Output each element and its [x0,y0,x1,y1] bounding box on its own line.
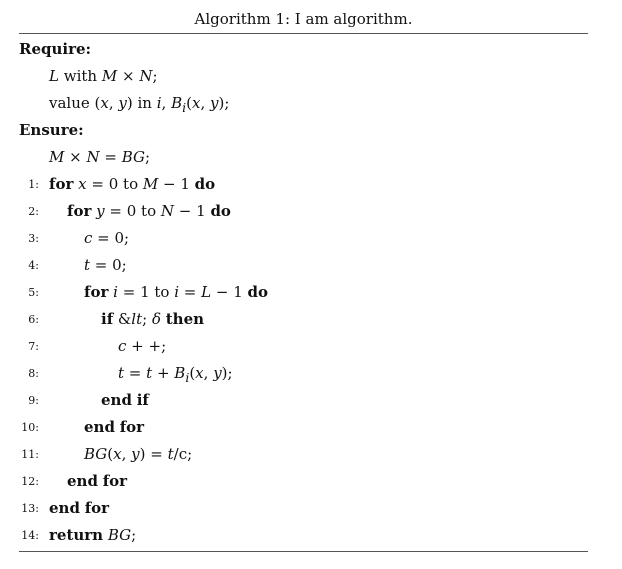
step-text: for y = 0 to N − 1 do [67,202,231,220]
ensure-line [19,144,588,171]
step-text: end for [67,472,128,490]
step-line [19,225,588,252]
line-number: 11: [21,448,39,461]
step-line [19,306,588,333]
line-number: 12: [21,475,39,488]
step-line [19,468,588,495]
require-label: Require: [19,40,92,58]
step-text: $t = t + B_i(x$, y); [118,364,233,385]
step-text: for i = 1 to i = L − 1 do [84,283,269,301]
line-number: 6: [28,313,39,326]
line-number: 2: [28,205,39,218]
algorithm-body [19,34,588,549]
line-number: 13: [21,502,39,515]
line-number: 4: [28,259,39,272]
ensure-label: Ensure: [19,121,84,139]
step-line [19,495,588,522]
step-text: t = 0; [84,256,127,274]
algorithm-block [19,6,588,552]
step-text: end for [84,418,145,436]
step-text: return BG; [49,526,137,544]
step-line [19,441,588,468]
require-line [19,90,588,117]
step-line [19,198,588,225]
line-number: 9: [28,394,39,407]
step-line [19,360,588,387]
step-text: BG(x, y) = t/c; [84,445,193,463]
require-label-line [19,36,588,63]
step-line [19,333,588,360]
require-line-text: value (x, y) in i, $B_i(x$, y); [49,94,230,115]
step-text: if &lt; δ then [101,310,205,328]
step-line [19,252,588,279]
step-line [19,171,588,198]
line-number: 5: [28,286,39,299]
ensure-line-text: M × N = BG; [49,148,151,166]
line-number: 8: [28,367,39,380]
step-line [19,387,588,414]
step-text: end if [101,391,149,409]
require-line [19,63,588,90]
line-number: 10: [21,421,39,434]
step-line [19,279,588,306]
step-text: c + +; [118,337,167,355]
require-line-text: L with M × N; [49,67,158,85]
step-line [19,414,588,441]
step-text: for x = 0 to M − 1 do [49,175,216,193]
step-text: c = 0; [84,229,130,247]
algorithm-caption: Algorithm 1: I am algorithm. [194,10,413,28]
line-number: 1: [28,178,39,191]
line-number: 14: [21,529,39,542]
step-text: end for [49,499,110,517]
line-number: 3: [28,232,39,245]
step-line [19,522,588,549]
bottom-rule [19,551,588,552]
ensure-label-line [19,117,588,144]
line-number: 7: [28,340,39,353]
